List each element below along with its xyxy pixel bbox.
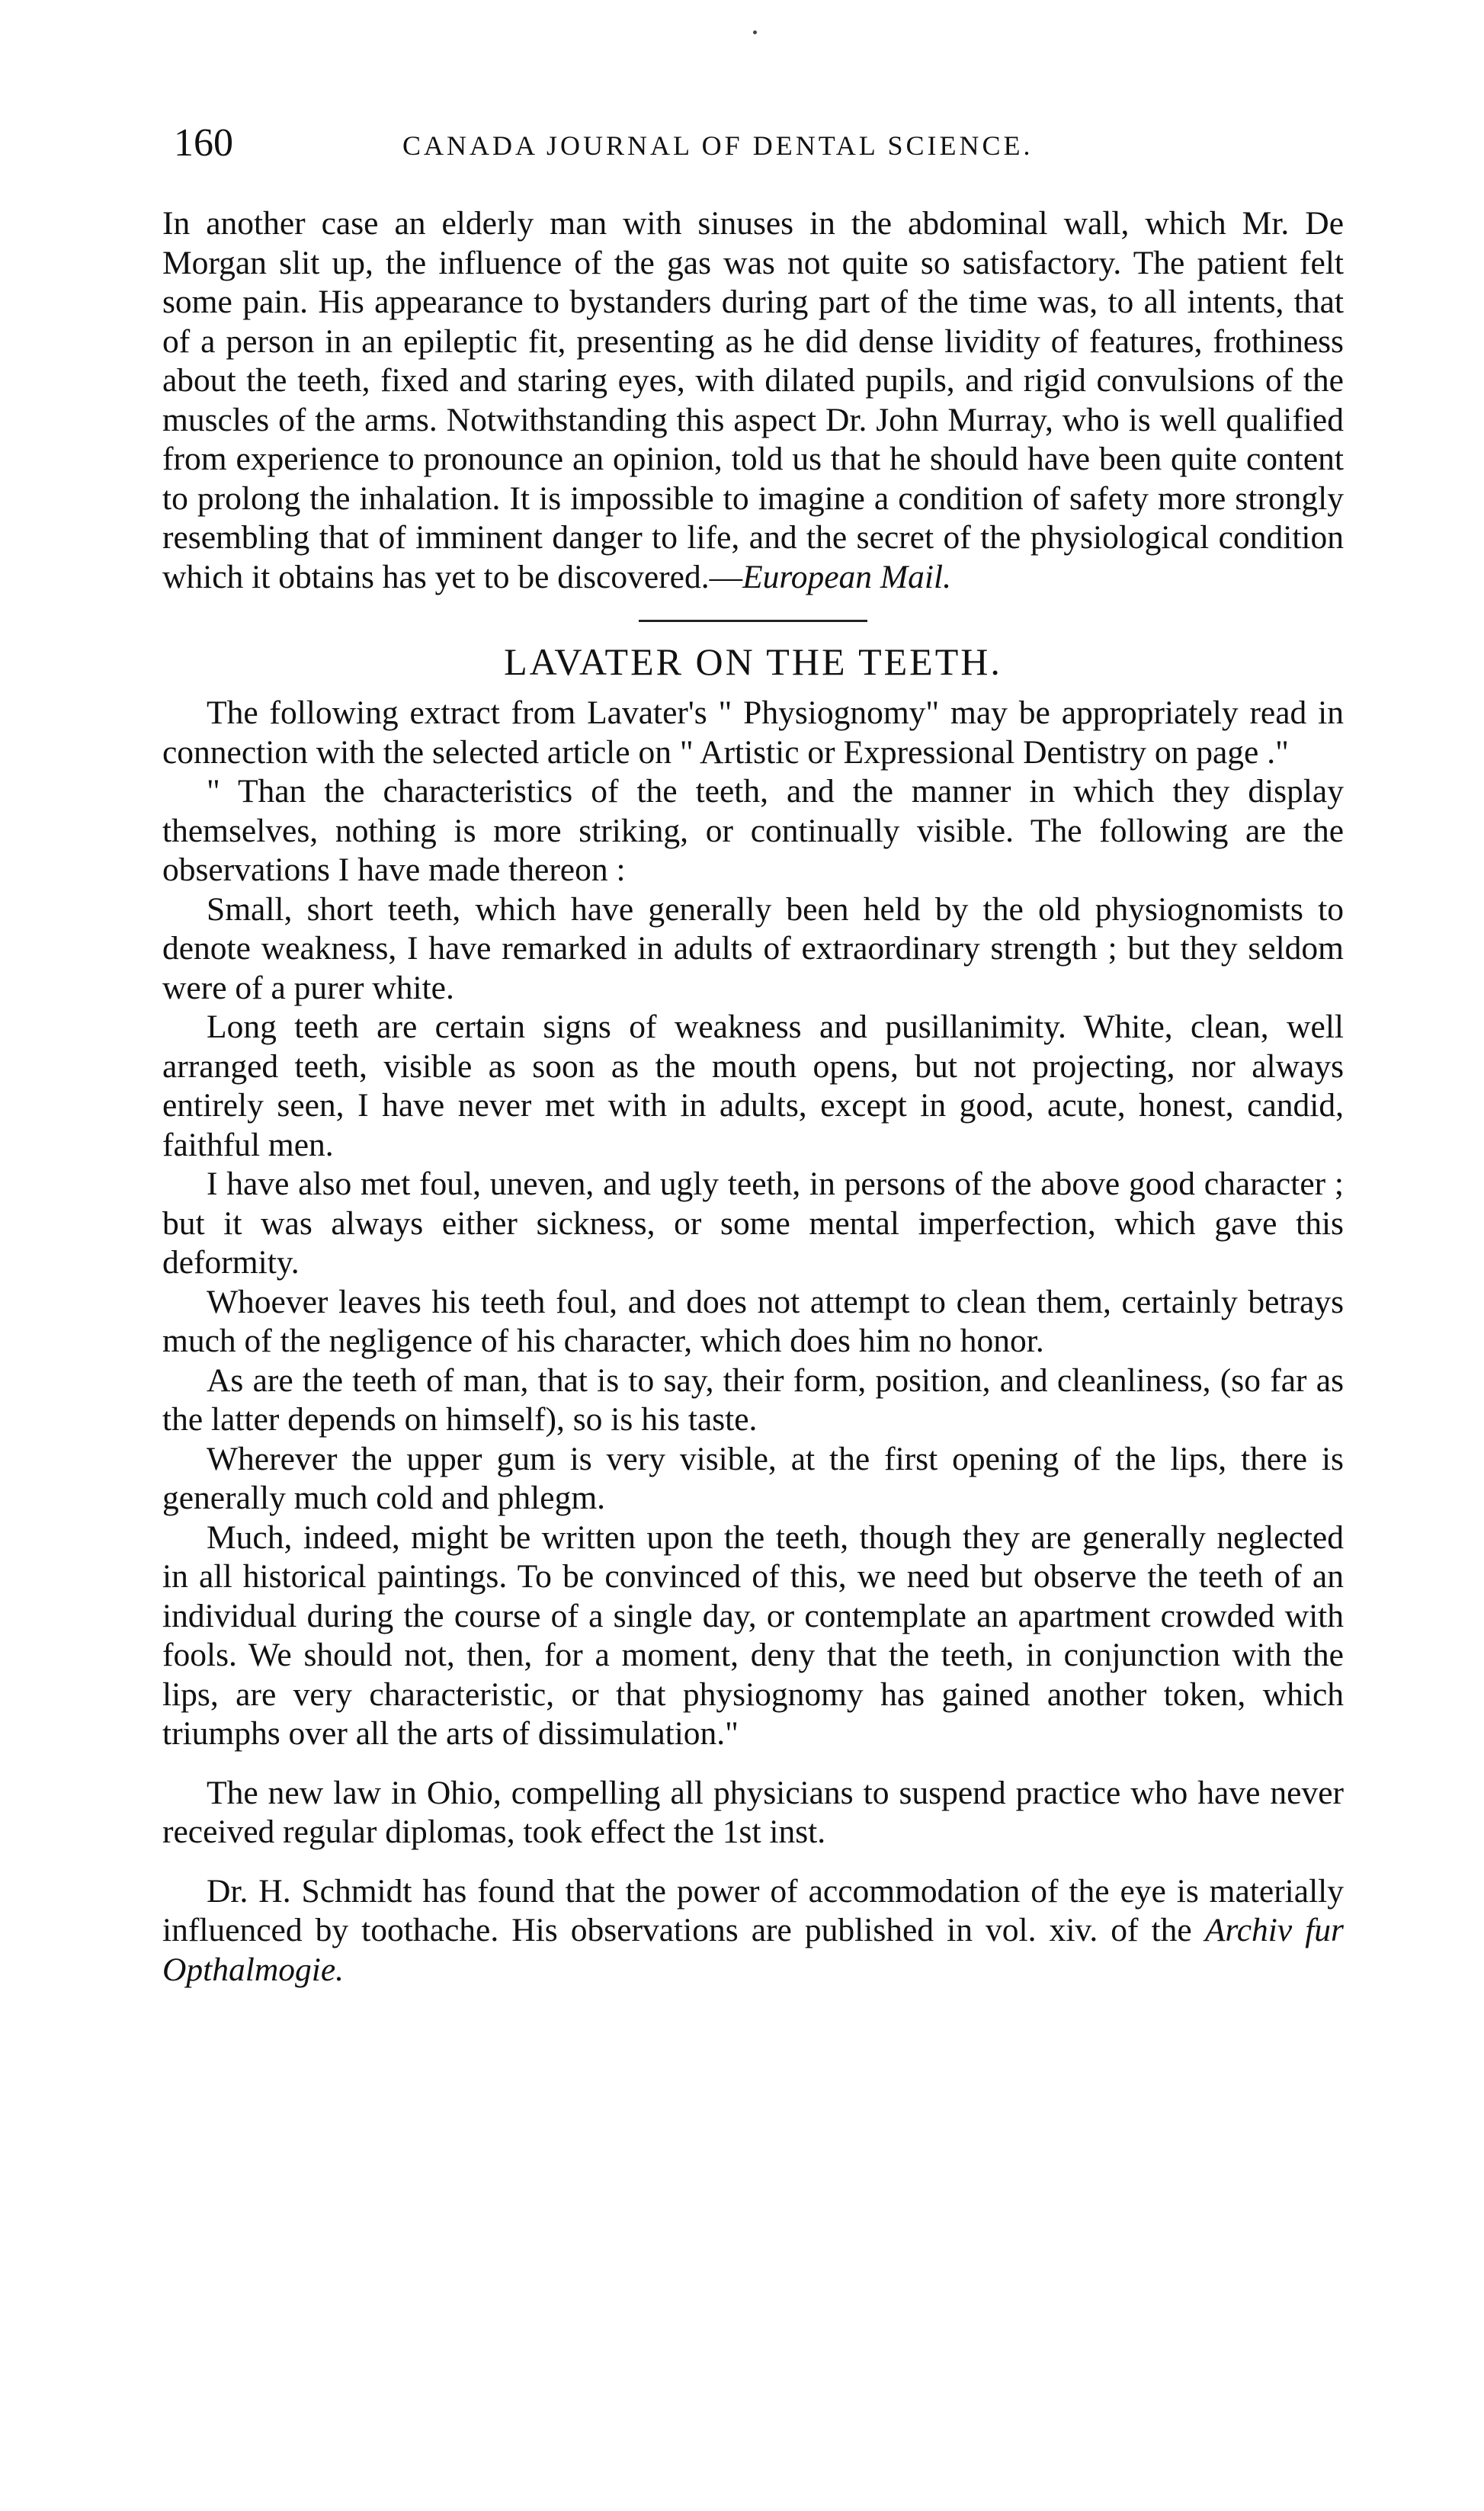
lavater-paragraph: Whoever leaves his teeth foul, and does not attempt to clean them, certainly betrays much of the negligence of his character, which does him no honor. [162, 1283, 1344, 1359]
lavater-paragraph: " Than the characteristics of the teeth, and the manner in which they display themselves, nothing is more striking, or continually visible. The following are the observations I have made thereon : [162, 773, 1344, 888]
section-title: LAVATER ON THE TEETH. [504, 640, 1002, 683]
lavater-paragraph: Small, short teeth, which have generally been held by the old physiognomists to denote weakness, I have remarked in adults of extraordinary strength ; but they seldom were of a purer white. [162, 890, 1344, 1006]
lavater-paragraph: Much, indeed, might be written upon the teeth, though they are generally neglected in all historical paintings. To be convinced of this, we need but observe the teeth of an individual during the course of a single day, or contemplate an apartment crowded with fools. We should not, then, for a moment, deny that the teeth, in conjunction with the lips, are very characteristic, or that physiognomy has gained another token, which triumphs over all the arts of dissimulation." [162, 1518, 1344, 1752]
schmidt-journal-title: Archiv fur Opthalmogie. [162, 1912, 1344, 1988]
lavater-paragraph: I have also met foul, uneven, and ugly teeth, in persons of the above good character ; but it was always either sickness, or some mental imperfection, which gave this deformity. [162, 1166, 1344, 1281]
page-number: 160 [174, 121, 233, 165]
print-speck [753, 30, 757, 34]
running-head [174, 120, 1363, 174]
journal-title: CANADA JOURNAL OF DENTAL SCIENCE. [402, 130, 1034, 161]
lavater-paragraph: Wherever the upper gum is very visible, at the first opening of the lips, there is generally much cold and phlegm. [162, 1440, 1344, 1516]
first-article-text: In another case an elderly man with sinuses in the abdominal wall, which Mr. De Morgan slit up, the influence of the gas was not quite so satisfactory. The patient felt some pain. His appearance to bystanders during part of the time was, to all intents, that of a person in an epileptic fit, presenting as he did dense lividity of features, frothiness about the teeth, fixed and staring eyes, with dilated pupils, and rigid convulsions of the muscles of the arms. Notwithstanding this aspect Dr. John Murray, who is well qualified from experience to pronounce an opinion, told us that he should have been quite content to prolong the inhalation. It is impossible to imagine a condition of safety more strongly resembling that of imminent danger to life, and the secret of the physiological condition which it obtains has yet to be discovered.— [162, 205, 1344, 595]
lavater-paragraph: Long teeth are certain signs of weakness and pusillanimity. White, clean, well arranged teeth, visible as soon as the mouth opens, but not projecting, nor always entirely seen, I have never met with in adults, except in good, acute, honest, candid, faithful men. [162, 1009, 1344, 1163]
lavater-paragraph: As are the teeth of man, that is to say, their form, position, and cleanliness, (so far as the latter depends on himself), so is his taste. [162, 1361, 1344, 1438]
section-rule [639, 620, 867, 622]
schmidt-note-text: Dr. H. Schmidt has found that the power of accommodation of the eye is materially influenced by toothache. His observations are published in vol. xiv. of the [162, 1872, 1344, 1948]
paragraph-gap [162, 1852, 1344, 1872]
first-article-paragraph [162, 204, 1344, 597]
page-body [162, 204, 1344, 1990]
lavater-paragraph: The following extract from Lavater's " Physiognomy" may be appropriately read in connection with the selected article on " Artistic or Expressional Dentistry on page ." [162, 694, 1344, 771]
first-article-source: European Mail. [742, 558, 951, 595]
schmidt-note [162, 1872, 1344, 1990]
ohio-note: The new law in Ohio, compelling all physicians to suspend practice who have never received regular diplomas, took effect the 1st inst. [162, 1774, 1344, 1850]
paragraph-gap [162, 1754, 1344, 1774]
